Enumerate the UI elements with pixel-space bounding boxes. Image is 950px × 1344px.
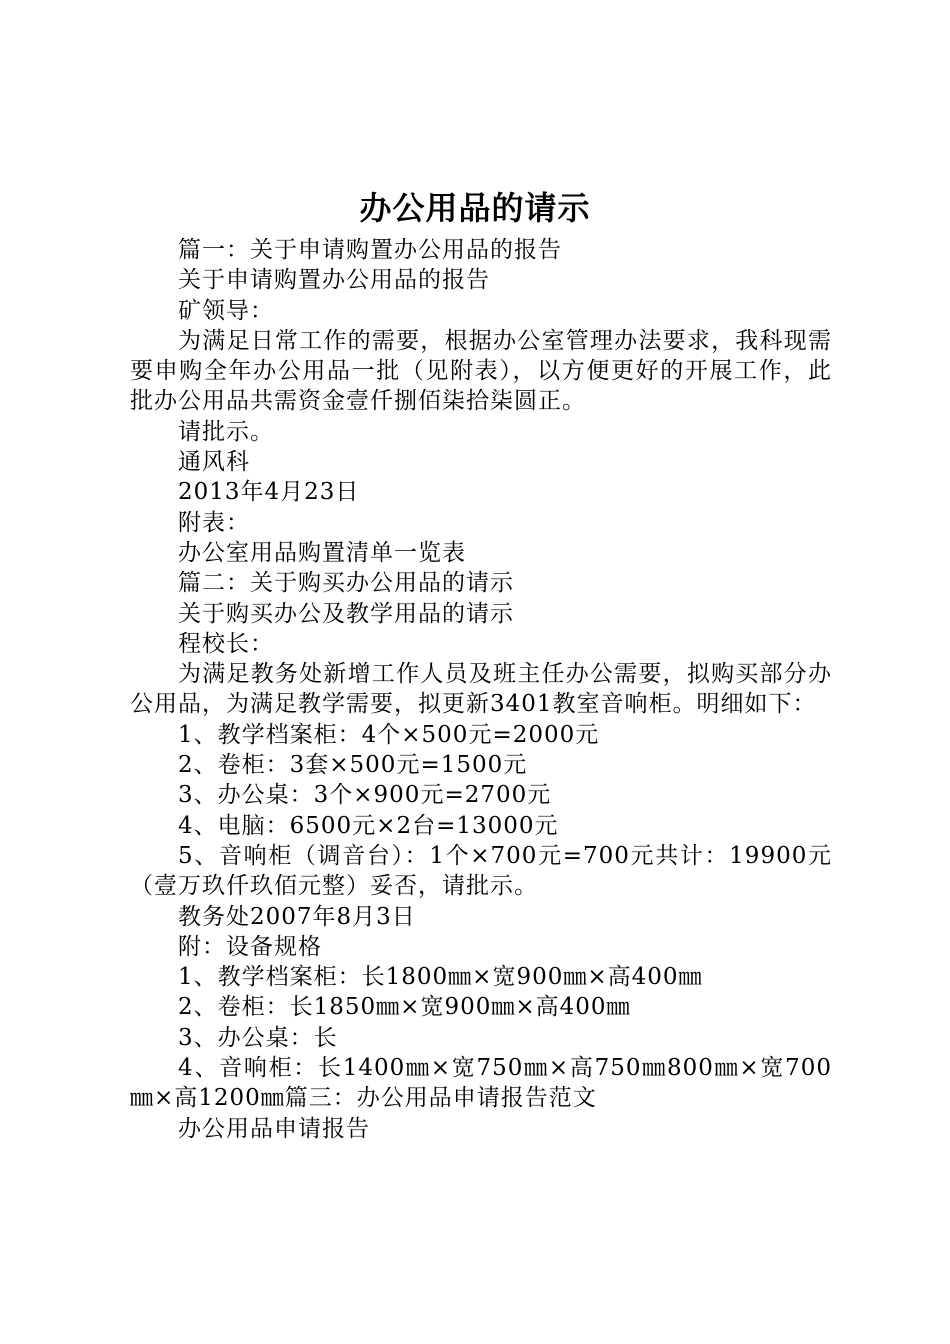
paragraph: 2013年4月23日	[178, 479, 360, 506]
paragraph: 1、教学档案柜：4个×500元=2000元	[178, 721, 600, 748]
paragraph: 办公室用品购置清单一览表	[178, 539, 466, 566]
paragraph: 矿领导：	[178, 297, 274, 324]
paragraph: 程校长：	[178, 630, 274, 657]
paragraph: 篇一：关于申请购置办公用品的报告	[178, 237, 562, 263]
paragraph: 通风科	[178, 449, 250, 476]
paragraph: 2、卷柜：长1850㎜×宽900㎜×高400㎜	[178, 994, 631, 1021]
paragraph: 3、办公桌：长	[178, 1024, 338, 1051]
paragraph: 请批示。	[178, 418, 274, 445]
paragraph: 2、卷柜：3套×500元=1500元	[178, 752, 528, 779]
paragraph: 关于申请购置办公用品的报告	[178, 267, 490, 294]
paragraph: 3、办公桌：3个×900元=2700元	[178, 782, 552, 809]
paragraph: 5、音响柜（调音台）：1个×700元=700元共计：19900元（壹万玖仟玖佰元整）妥否，请批示。	[130, 842, 832, 900]
paragraph: 附表：	[178, 509, 250, 536]
paragraph: 关于购买办公及教学用品的请示	[178, 600, 514, 627]
paragraph: 1、教学档案柜：长1800㎜×宽900㎜×高400㎜	[178, 964, 703, 991]
paragraph: 4、音响柜：长1400㎜×宽750㎜×高750㎜800㎜×宽700㎜×高1200㎜篇三：办公用品申请报告范文	[130, 1055, 832, 1112]
document-body	[130, 235, 832, 1144]
document-title: 办公用品的请示	[359, 189, 591, 227]
paragraph: 为满足日常工作的需要，根据办公室管理办法要求，我科现需要申购全年办公用品一批（见附表），以方便更好的开展工作，此批办公用品共需资金壹仟捌佰柒拾柒圆正。	[130, 327, 832, 415]
paragraph: 篇二：关于购买办公用品的请示	[178, 570, 514, 597]
paragraph: 办公用品申请报告	[178, 1115, 370, 1142]
paragraph: 教务处2007年8月3日	[178, 903, 416, 930]
paragraph: 附：设备规格	[178, 933, 322, 960]
paragraph: 4、电脑：6500元×2台=13000元	[178, 812, 559, 839]
paragraph: 为满足教务处新增工作人员及班主任办公需要，拟购买部分办公用品，为满足教学需要，拟更新3401教室音响柜。明细如下：	[130, 661, 832, 718]
